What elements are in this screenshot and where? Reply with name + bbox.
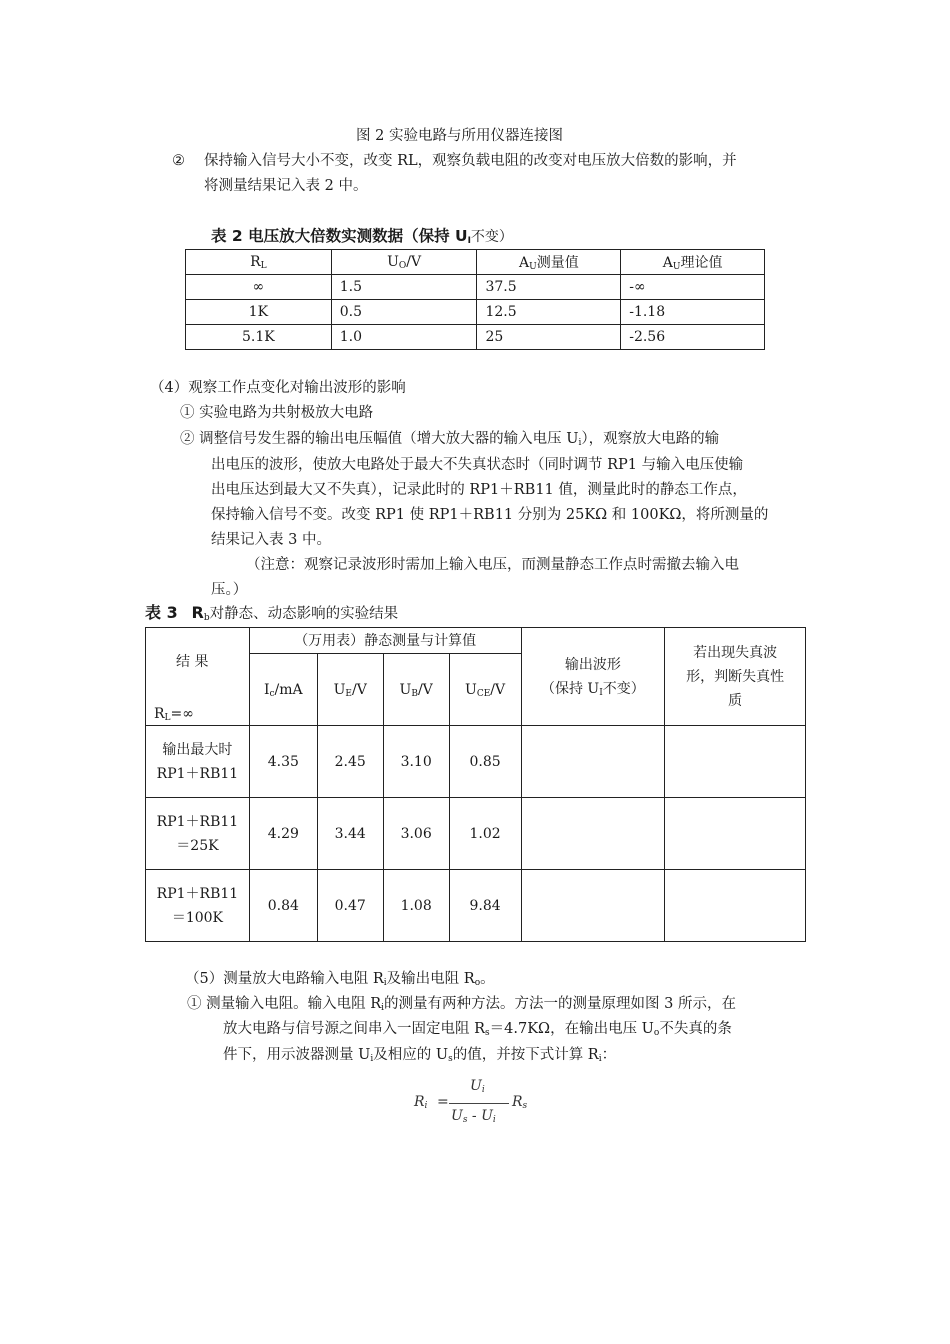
list-item: ① 实验电路为共射极放大电路 (180, 405, 374, 421)
table-row (186, 275, 765, 300)
table-row (146, 798, 806, 870)
col-header-ub: $U_B/V$ (383, 654, 449, 726)
table-cell (521, 726, 665, 798)
table-cell: 3.44 (317, 798, 383, 870)
group-header: （万用表）静态测量与计算值 (249, 628, 521, 654)
row-label: 输出最大时 RP1＋RB11 (146, 726, 250, 798)
table-cell: 1K (186, 300, 332, 325)
distortion-header: 若出现失真波 形，判断失真性 质 (665, 628, 806, 726)
section-heading: （4）观察工作点变化对输出波形的影响 (150, 380, 406, 396)
table3-corner-cell (146, 628, 250, 726)
formula-equals: = (437, 1094, 449, 1110)
list-item-line: 保持输入信号不变。改变 RP1 使 RP1＋RB11 分别为 25KΩ 和 100KΩ，将所测量的 (211, 507, 769, 523)
table2-header-cell: $U_O/V$ (331, 250, 477, 275)
table-cell: 37.5 (477, 275, 621, 300)
section-heading: （5）测量放大电路输入电阻 $R_i$及输出电阻 $R_o$。 (185, 971, 495, 988)
table-cell: 25 (477, 325, 621, 350)
table-cell: 1.5 (331, 275, 477, 300)
table-cell: 4.35 (249, 726, 317, 798)
table3-header-row (146, 628, 806, 654)
table-cell: 0.5 (331, 300, 477, 325)
table-cell: 0.84 (249, 870, 317, 942)
table2-header-cell: $A_U$测量值 (477, 250, 621, 275)
row-label: RP1＋RB11 ＝100K (146, 870, 250, 942)
wave-header: 输出波形 （保持 $U_I$不变） (521, 628, 665, 726)
table-cell (665, 726, 806, 798)
table-cell: 5.1K (186, 325, 332, 350)
table2-title: 表 2 电压放大倍数实测数据（保持 $U_I$不变） (211, 227, 513, 246)
table-cell: 12.5 (477, 300, 621, 325)
row-label: RP1＋RB11 ＝25K (146, 798, 250, 870)
note-line: 压。） (211, 582, 248, 598)
table-cell (521, 798, 665, 870)
table-row (186, 325, 765, 350)
table-cell: ∞ (186, 275, 332, 300)
list-item-line: 放大电路与信号源之间串入一固定电阻 $R_s=4.7K\Omega$，在输出电压 $U_o$不失真的条 (223, 1021, 732, 1038)
list-item: ① 测量输入电阻。输入电阻 $R_i$的测量有两种方法。方法一的测量原理如图 3 所示，在 (187, 996, 736, 1013)
table-cell: 1.0 (331, 325, 477, 350)
table3 (145, 627, 806, 942)
corner-top-label: 结 果 (176, 654, 209, 670)
table-cell (665, 870, 806, 942)
fraction-bar (449, 1103, 509, 1104)
table-cell: 2.45 (317, 726, 383, 798)
list-item-line: 出电压的波形，使放大电路处于最大不失真状态时（同时调节 RP1 与输入电压使输 (211, 457, 744, 473)
table-cell: 0.85 (449, 726, 521, 798)
col-header-uce: $U_{CE}/V$ (449, 654, 521, 726)
table-cell (665, 798, 806, 870)
formula-rhs: $R_s$ (512, 1094, 528, 1111)
list-item-line: 出电压达到最大又不失真），记录此时的 RP1＋RB11 值，测量此时的静态工作点， (211, 482, 747, 498)
table2-header-cell: $A_U$理论值 (621, 250, 765, 275)
table-cell: -2.56 (621, 325, 765, 350)
table-row (146, 726, 806, 798)
table-cell: 1.08 (383, 870, 449, 942)
col-header-ic: $I_c/mA$ (249, 654, 317, 726)
formula-lhs: $R_i$ (414, 1094, 428, 1111)
table2-header-cell: $R_L$ (186, 250, 332, 275)
step-marker: ② (172, 153, 185, 169)
table-cell: -∞ (621, 275, 765, 300)
note-line: （注意：观察记录波形时需加上输入电压，而测量静态工作点时需撤去输入电 (246, 557, 739, 573)
table2 (185, 249, 765, 350)
table-cell: 0.47 (317, 870, 383, 942)
step-text-line: 将测量结果记入表 2 中。 (204, 178, 368, 194)
table-cell: 9.84 (449, 870, 521, 942)
formula-numerator: $U_i$ (470, 1078, 485, 1095)
table3-title: 表 3 $R_b$对静态、动态影响的实验结果 (145, 603, 399, 623)
table-cell: -1.18 (621, 300, 765, 325)
table-cell (521, 870, 665, 942)
table-cell: 1.02 (449, 798, 521, 870)
list-item: ② 调整信号发生器的输出电压幅值（增大放大器的输入电压 $U_i$），观察放大电路的输 (180, 431, 720, 448)
step-text-line: 保持输入信号大小不变，改变 RL，观察负载电阻的改变对电压放大倍数的影响，并 (204, 153, 737, 169)
table2-header-row (186, 250, 765, 275)
table-cell: 3.10 (383, 726, 449, 798)
table-row (146, 870, 806, 942)
list-item-line: 件下，用示波器测量 $U_i$及相应的 $U_s$的值，并按下式计算 $R_i$： (223, 1047, 617, 1064)
formula-denominator: $U_s - U_i$ (451, 1108, 496, 1125)
table-cell: 4.29 (249, 798, 317, 870)
table-row (186, 300, 765, 325)
col-header-ue: $U_E/V$ (317, 654, 383, 726)
list-item-line: 结果记入表 3 中。 (211, 532, 331, 548)
corner-bottom-label: $R_L=\infty$ (154, 706, 194, 723)
table-cell: 3.06 (383, 798, 449, 870)
figure-caption: 图 2 实验电路与所用仪器连接图 (356, 128, 563, 144)
